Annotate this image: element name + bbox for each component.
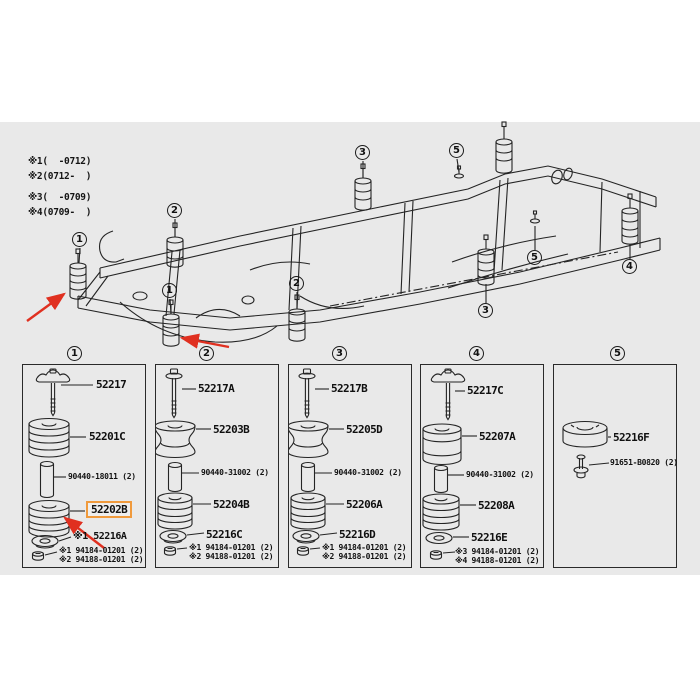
parts-box-5 [553,364,677,568]
frame-crossmembers [78,178,640,316]
part-label-nut[interactable]: ※2 94188-01201 (2) [189,552,274,561]
part-label-collar[interactable]: 90440-31002 (2) [334,468,402,477]
part-label-cushion[interactable]: 52216F [613,431,650,444]
frame-callout-4-rear[interactable]: 4 [622,259,637,274]
legend-line-3: ※3( -0709) [28,192,92,203]
legend-line-4: ※4(0709- ) [28,207,92,218]
frame-callout-3-near[interactable]: 3 [478,303,493,318]
part-label-washer[interactable]: ※1 94184-01201 (2) [189,543,274,552]
part-label-cushion-upper[interactable]: 52203B [213,423,250,436]
part-label-retainer[interactable]: ※1 52216A [73,531,127,542]
part-label-nut[interactable]: ※4 94188-01201 (2) [455,556,540,565]
part-label-retainer[interactable]: 52216E [471,531,508,544]
frame-callout-1-near[interactable]: 1 [162,283,177,298]
part-label-bolt[interactable]: 52217C [467,384,504,397]
box-callout-5[interactable]: 5 [610,346,625,361]
part-label-cushion-upper[interactable]: 52205D [346,423,383,436]
frame-callout-5-far[interactable]: 5 [449,143,464,158]
frame-callout-3-far[interactable]: 3 [355,145,370,160]
box-callout-1[interactable]: 1 [67,346,82,361]
parts-box-2 [155,364,279,568]
box-callout-3[interactable]: 3 [332,346,347,361]
part-label-cushion-lower[interactable]: 52208A [478,499,515,512]
part-label-cushion-lower-highlighted[interactable]: 52202B [86,501,132,518]
part-label-collar[interactable]: 90440-31002 (2) [201,468,269,477]
part-label-cushion-upper[interactable]: 52207A [479,430,516,443]
part-label-bolt[interactable]: 52217A [198,382,235,395]
part-label-cushion-lower[interactable]: 52206A [346,498,383,511]
parts-box-1 [22,364,146,568]
legend-line-1: ※1( -0712) [28,156,92,167]
parts-box-4 [420,364,544,568]
highlight-arrows [27,294,229,347]
frame-callout-2-near[interactable]: 2 [289,276,304,291]
part-label-collar[interactable]: 90440-31002 (2) [466,470,534,479]
legend-line-2: ※2(0712- ) [28,171,92,182]
part-label-bolt[interactable]: 52217 [96,378,127,391]
box-callout-2[interactable]: 2 [199,346,214,361]
part-label-retainer[interactable]: 52216D [339,528,376,541]
part-label-nut[interactable]: ※2 94188-01201 (2) [322,552,407,561]
box-callout-4[interactable]: 4 [469,346,484,361]
applicability-legend [28,156,148,226]
part-label-washer[interactable]: ※1 94184-01201 (2) [322,543,407,552]
body-mount-art [70,122,638,346]
parts-box-3 [288,364,412,568]
part-label-bolt[interactable]: 52217B [331,382,368,395]
part-label-bolt[interactable]: 91651-B0820 (2) [610,458,678,467]
frame-callout-5-near[interactable]: 5 [527,250,542,265]
part-label-retainer[interactable]: 52216C [206,528,243,541]
part-label-cushion-lower[interactable]: 52204B [213,498,250,511]
frame-callout-2-far[interactable]: 2 [167,203,182,218]
part-label-washer[interactable]: ※1 94184-01201 (2) [59,546,144,555]
frame-callout-1-front[interactable]: 1 [72,232,87,247]
part-label-cushion-upper[interactable]: 52201C [89,430,126,443]
part-label-collar[interactable]: 90440-18011 (2) [68,472,136,481]
part-label-nut[interactable]: ※2 94188-01201 (2) [59,555,144,564]
part-label-washer[interactable]: ※3 94184-01201 (2) [455,547,540,556]
